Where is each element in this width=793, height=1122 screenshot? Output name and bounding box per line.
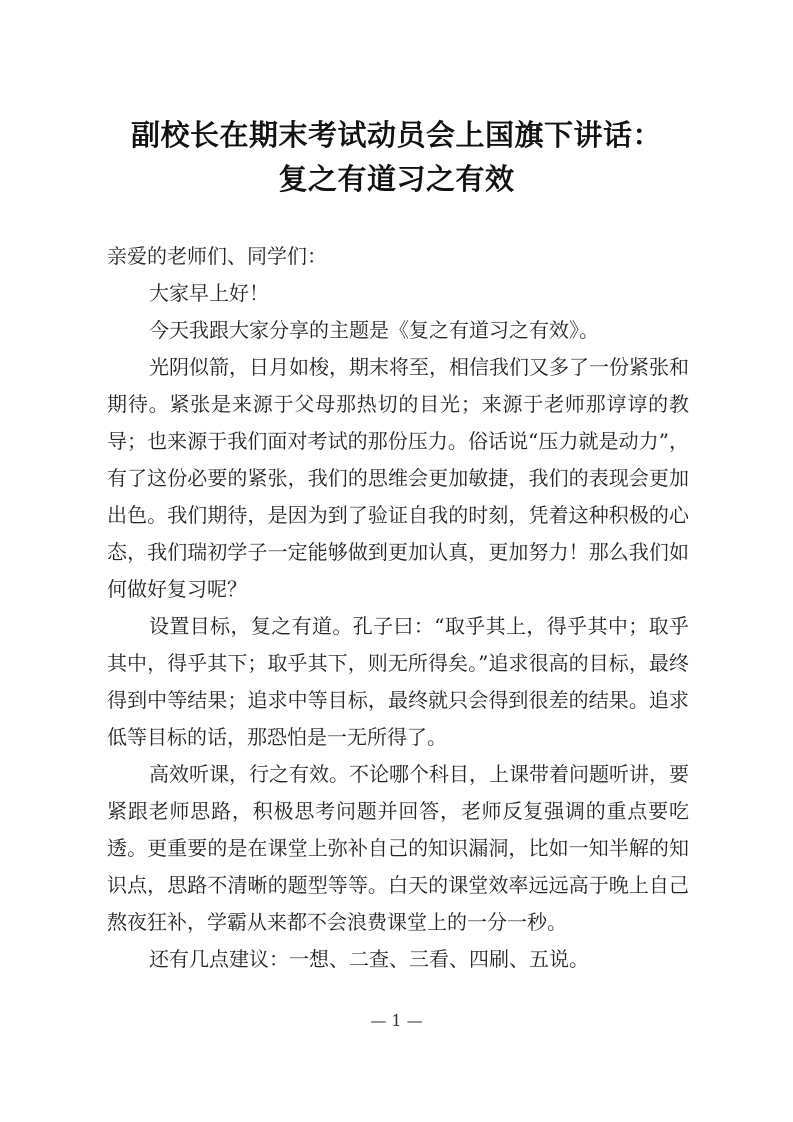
paragraph-intro: 光阴似箭，日月如梭，期末将至，相信我们又多了一份紧张和期待。紧张是来源于父母那热切的目光；来源于老师那谆谆的教导；也来源于我们面对考试的那份压力。俗话说“压力就是动力”，有了这份必要的紧张，我们的思维会更加敏捷，我们的表现会更加出色。我们期待，是因为到了验证自我的时刻，凭着这种积极的心态，我们瑞初学子一定能够做到更加认真，更加努力！那么我们如何做好复习呢？	[107, 355, 689, 601]
title-line-2: 复之有道习之有效	[278, 162, 515, 196]
salutation: 亲爱的老师们、同学们：	[107, 244, 327, 268]
page-number: — 1 —	[370, 1011, 423, 1030]
document-title	[60, 113, 733, 201]
paragraph-topic: 今天我跟大家分享的主题是《复之有道习之有效》。	[149, 318, 599, 342]
document-body	[107, 238, 689, 978]
paragraph-suggestions: 还有几点建议：一想、二查、三看、四刷、五说。	[149, 947, 589, 971]
paragraph-greeting: 大家早上好！	[149, 281, 269, 305]
title-line-1: 副校长在期末考试动员会上国旗下讲话：	[130, 118, 662, 152]
paragraph-efficient-listening: 高效听课，行之有效。不论哪个科目，上课带着问题听讲，要紧跟老师思路，积极思考问题并回答，老师反复强调的重点要吃透。更重要的是在课堂上弥补自己的知识漏洞，比如一知半解的知识点，思路不清晰的题型等等。白天的课堂效率远远高于晚上自己熬夜狂补，学霸从来都不会浪费课堂上的一分一秒。	[107, 762, 689, 934]
paragraph-set-goals: 设置目标，复之有道。孔子曰：“取乎其上，得乎其中；取乎其中，得乎其下；取乎其下，则无所得矣。”追求很高的目标，最终得到中等结果；追求中等目标，最终就只会得到很差的结果。追求低等目标的话，那恐怕是一无所得了。	[107, 614, 689, 749]
